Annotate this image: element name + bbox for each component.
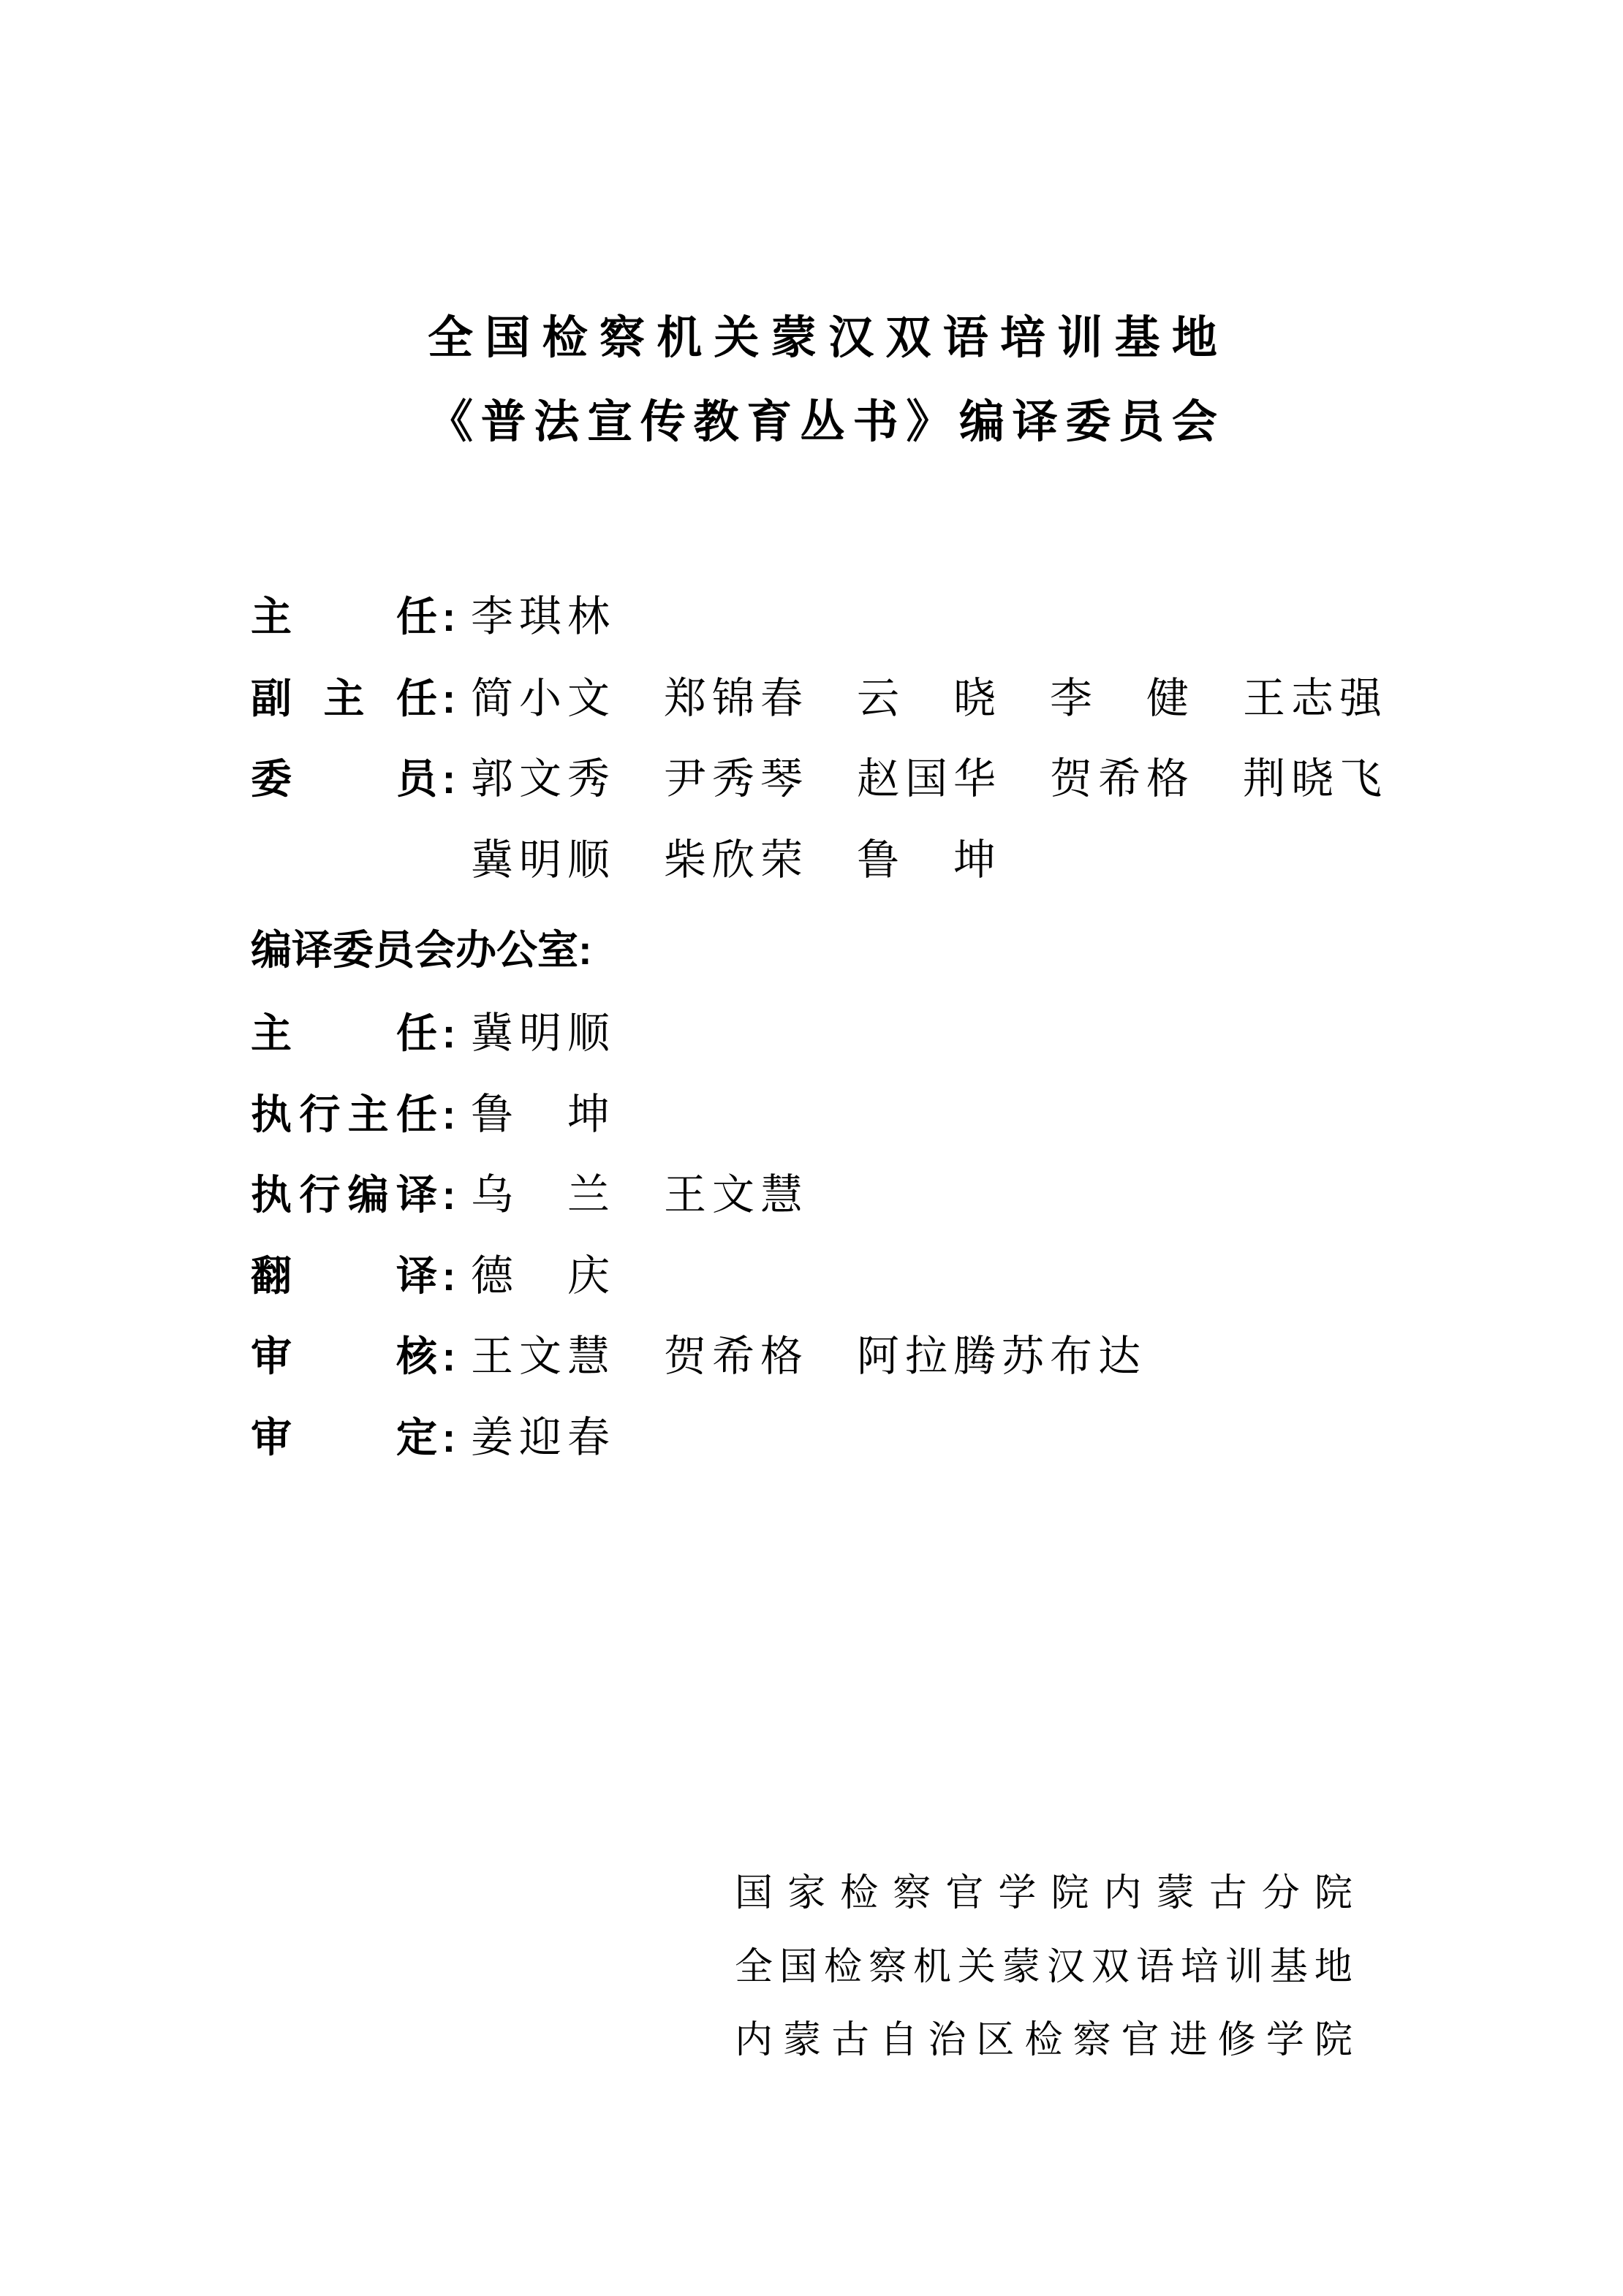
role-colon: : bbox=[442, 1010, 456, 1056]
committee-row-members-continued bbox=[251, 838, 1494, 884]
role-colon: : bbox=[442, 1091, 456, 1137]
committee-row-director bbox=[251, 594, 1494, 640]
role-colon: : bbox=[442, 1253, 456, 1299]
role-colon: : bbox=[442, 756, 456, 802]
role-label: 审 核 bbox=[251, 1333, 437, 1379]
publisher-line-1: 国 家 检 察 官 学 院 内 蒙 古 分 院 bbox=[735, 1873, 1352, 1914]
office-row-executive-director bbox=[251, 1092, 1494, 1138]
role-names: 李琪林 bbox=[471, 593, 616, 640]
role-label: 副 主 任 bbox=[251, 675, 437, 721]
role-names: 姜迎春 bbox=[471, 1414, 616, 1461]
role-names: 德 庆 bbox=[471, 1252, 616, 1300]
role-names: 王文慧 贺希格 阿拉腾苏布达 bbox=[471, 1333, 1147, 1380]
role-colon: : bbox=[442, 1172, 456, 1218]
role-label: 主 任 bbox=[251, 594, 437, 640]
role-label: 执 行 编 译 bbox=[251, 1172, 437, 1218]
role-names: 乌 兰 王文慧 bbox=[471, 1171, 809, 1219]
office-row-reviewers bbox=[251, 1334, 1494, 1380]
role-names: 鲁 坤 bbox=[471, 1091, 616, 1138]
role-names: 冀明顺 bbox=[471, 1009, 616, 1057]
role-label: 审 定 bbox=[251, 1414, 437, 1460]
role-label: 委 员 bbox=[251, 756, 437, 802]
role-colon: : bbox=[442, 1333, 456, 1379]
office-row-executive-editors bbox=[251, 1172, 1494, 1219]
page-title-line-2: 《 普 法 宣 传 教 育 丛 书 》 编 译 委 员 会 bbox=[428, 397, 1217, 447]
page-title-line-1: 全 国 检 察 机 关 蒙 汉 双 语 培 训 基 地 bbox=[428, 313, 1217, 363]
role-names: 冀明顺 柴欣荣 鲁 坤 bbox=[471, 836, 1002, 884]
committee-row-members bbox=[251, 757, 1494, 803]
role-label: 翻 译 bbox=[251, 1253, 437, 1299]
publisher-line-3: 内 蒙 古 自 治 区 检 察 官 进 修 学 院 bbox=[735, 2020, 1352, 2061]
office-row-translator bbox=[251, 1254, 1494, 1300]
role-colon: : bbox=[442, 1414, 456, 1460]
role-label: 主 任 bbox=[251, 1010, 437, 1056]
office-row-final-approver bbox=[251, 1415, 1494, 1461]
publisher-line-2: 全 国 检 察 机 关 蒙 汉 双 语 培 训 基 地 bbox=[735, 1947, 1352, 1988]
role-label: 执 行 主 任 bbox=[251, 1091, 437, 1137]
office-heading: 编译委员会办公室: bbox=[251, 927, 592, 973]
office-row-director bbox=[251, 1011, 1494, 1057]
committee-row-deputy-directors bbox=[251, 676, 1494, 722]
role-colon: : bbox=[442, 675, 456, 721]
role-names: 简小文 郑锦春 云 晓 李 健 王志强 bbox=[471, 675, 1388, 722]
role-colon: : bbox=[442, 594, 456, 640]
role-names: 郭文秀 尹秀琴 赵国华 贺希格 荆晓飞 bbox=[471, 755, 1388, 803]
